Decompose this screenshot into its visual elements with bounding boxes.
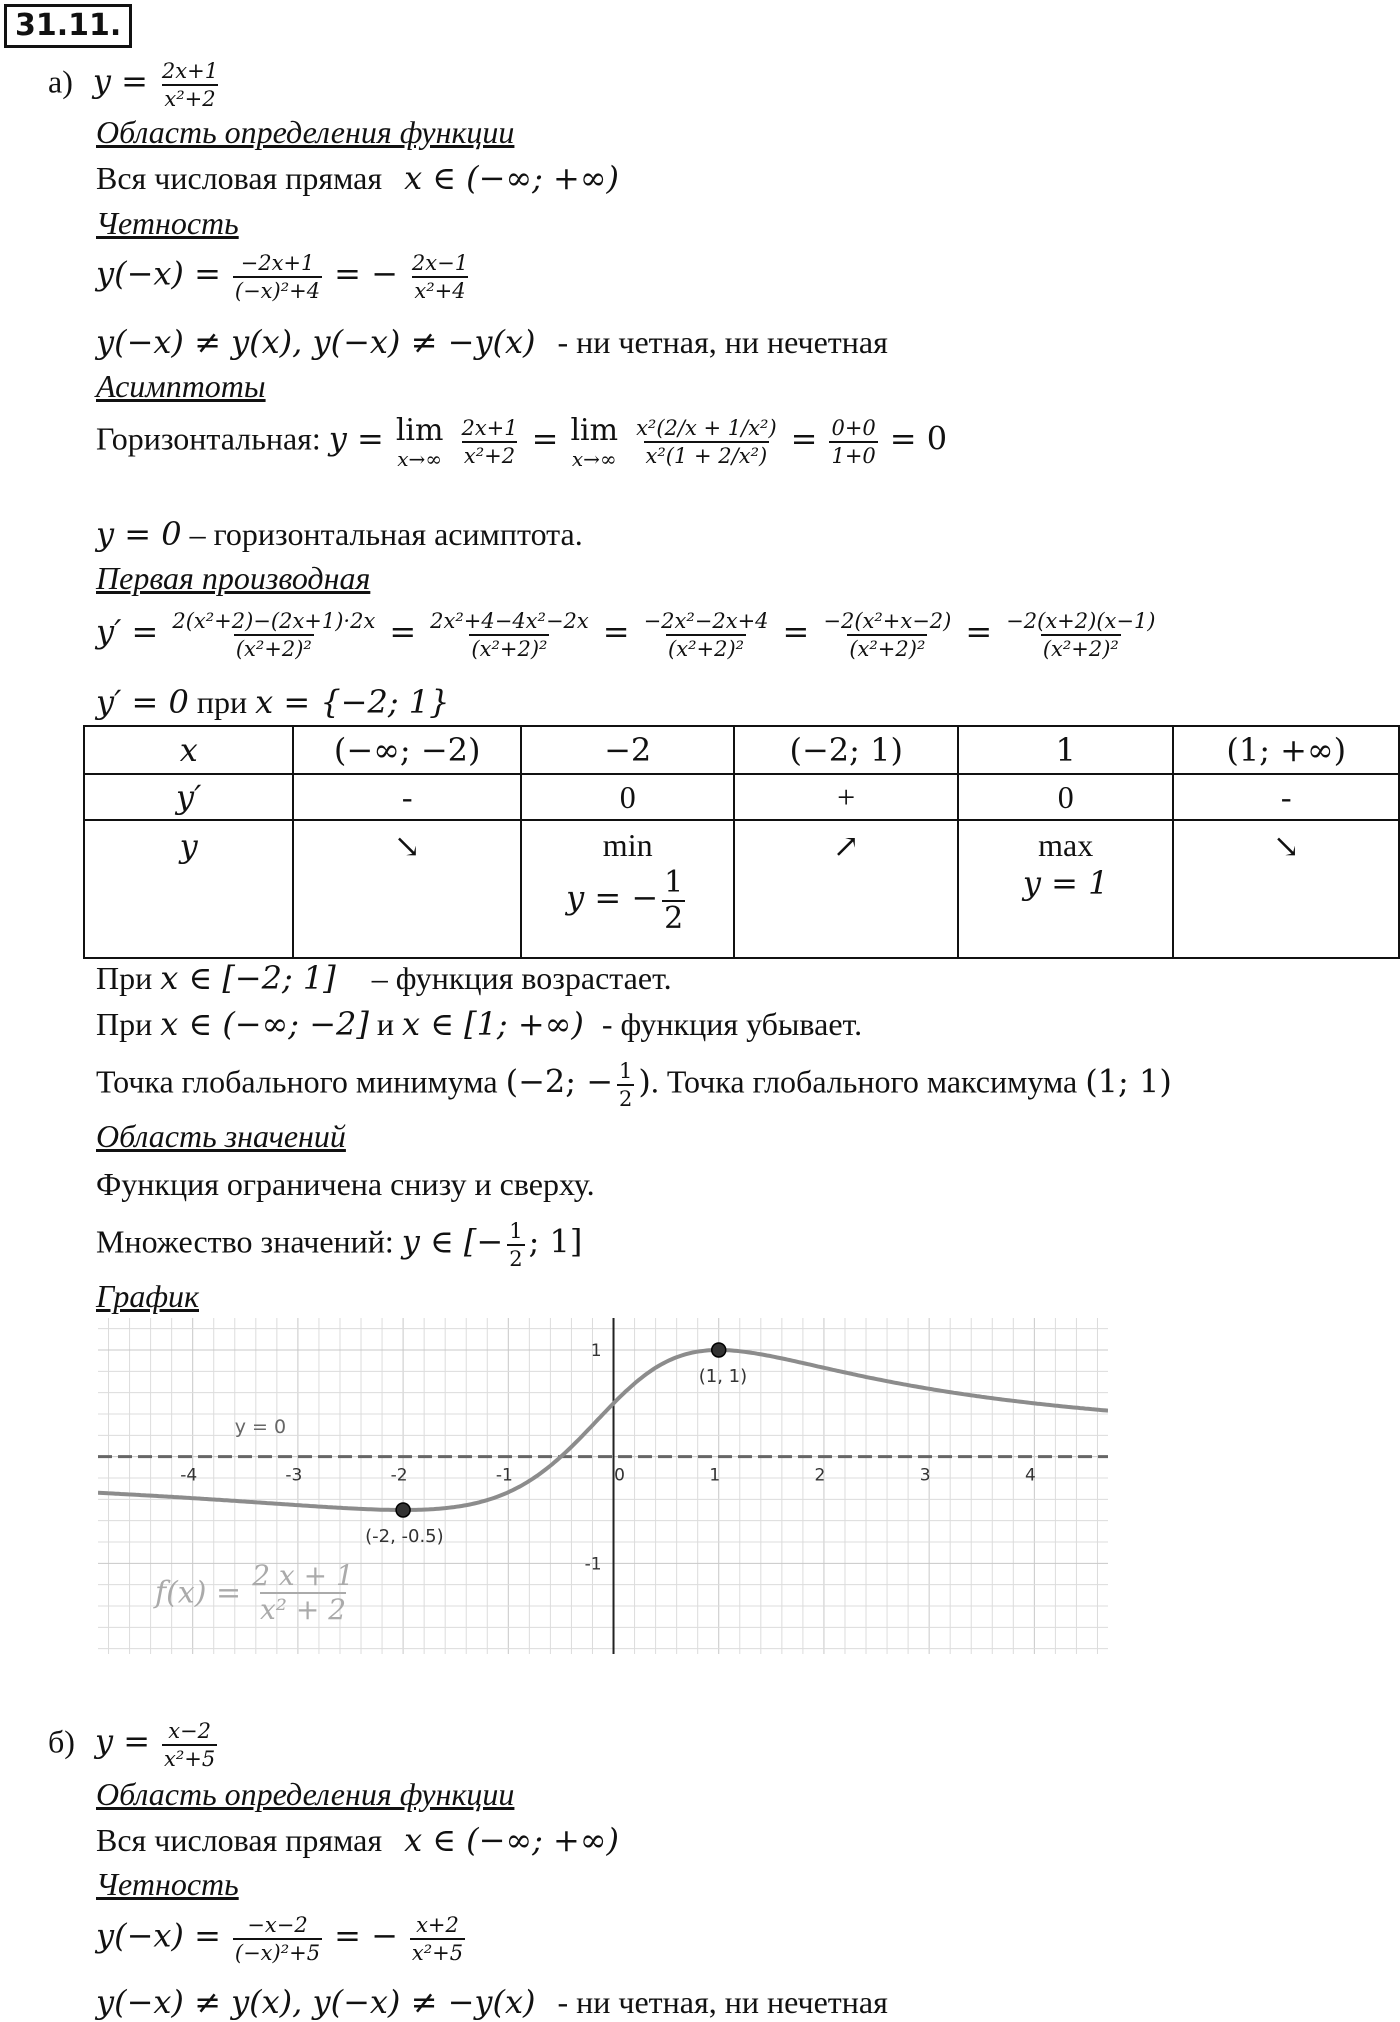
parity-lhs-b: y(−x) =	[96, 1916, 221, 1955]
derivative-zero-text: при	[196, 684, 248, 720]
parity-mid-b: = −	[334, 1916, 398, 1955]
range-text-1: Функция ограничена снизу и сверху.	[96, 1166, 595, 1202]
decreasing-and: и	[376, 1006, 394, 1042]
derivative-fraction-2: $\frac{\text{2x²+4−4x²−2x}}{\text{(x²+2)²}}$	[430, 609, 589, 661]
asymptote-label: y = 0	[234, 1416, 287, 1439]
problem-number: 31.11.	[4, 4, 132, 48]
parity-mid: = −	[334, 254, 398, 293]
func-b-fraction: $\frac{x-2}{\text{x²+5}}$	[164, 1719, 216, 1771]
graph-formula-fraction	[252, 1560, 354, 1626]
derivative-fraction-5: $\frac{-2(x+2)(x-1)}{\text{(x²+2)²}}$	[1006, 609, 1156, 661]
x-tick-label: -1	[495, 1465, 513, 1486]
table-cell: 1	[958, 726, 1174, 774]
domain-math: x ∈ (−∞; +∞)	[404, 159, 619, 197]
heading-asymptotes: Асимптоты	[96, 368, 266, 404]
range-fraction: $\frac{1}{2}$	[509, 1219, 523, 1271]
asymptote-result: = 0	[889, 419, 948, 458]
point-label: (-2, -0.5)	[365, 1526, 444, 1547]
func-lhs: y =	[92, 62, 148, 101]
domain-line	[96, 158, 619, 198]
derivative-zero-math: y′ = 0	[96, 683, 189, 721]
derivative-fraction-1: $\frac{\text{2(x²+2)−(2x+1)·2x}}{\text{(x²+2)²}}$	[172, 609, 376, 661]
table-cell: 0	[958, 774, 1174, 820]
heading-domain-b: Область определения функции	[96, 1776, 515, 1812]
x-tick-label: 4	[1024, 1465, 1036, 1486]
table-row-function	[84, 820, 1399, 958]
extremum-min-fraction: $\frac{1}{2}$	[619, 1059, 633, 1111]
table-row-x	[84, 726, 1399, 774]
table-cell: −2	[521, 726, 734, 774]
parity-inequality-b: y(−x) ≠ y(x), y(−x) ≠ −y(x)	[96, 1983, 536, 2021]
min-value-lhs: y = −	[566, 878, 659, 917]
extremum-min-text: Точка глобального минимума	[96, 1063, 498, 1100]
derivative-fraction-3: $\frac{\text{−2x²−2x+4}}{\text{(x²+2)²}}$	[643, 609, 769, 661]
derivative-equation: y′ = $\frac{\text{2(x²+2)−(2x+1)·2x}}{\text{(x²+2)²}}$ = $\frac{\text{2x²+4−4x²−2x}}{\text{(x²+2)²}}$ = $\frac{\text{−2x²−2x+4}}{\text{(x²+2)²}}$ = $\frac{\text{−2(x²+x−2)}}{\text{(x²+2)²}}$ = $\frac{-2(x+2)(x-1)}{\text{(x²+2)²}}$	[96, 609, 1156, 661]
domain-text: Вся числовая прямая	[96, 160, 383, 196]
func-fraction: $\frac{2x+1}{\text{x²+2}}$	[161, 59, 219, 111]
asymptote-fraction-3: $\frac{0+0}{1+0}$	[831, 416, 876, 468]
graph-formula-num: 2 x + 1	[252, 1559, 354, 1592]
x-tick-label: 3	[919, 1465, 931, 1486]
max-label: max	[1038, 827, 1094, 863]
parity-inequality: y(−x) ≠ y(x), y(−x) ≠ −y(x)	[96, 323, 536, 361]
y-tick-label: 1	[590, 1341, 602, 1361]
decreasing-pre: При	[96, 1006, 153, 1042]
asymptote-conclusion	[96, 514, 583, 554]
graph-formula-lhs: f(x) =	[155, 1575, 242, 1611]
heading-parity-b: Четность	[96, 1866, 239, 1902]
derivative-fraction-4: $\frac{\text{−2(x²+x−2)}}{\text{(x²+2)²}}$	[823, 609, 952, 661]
parity-equation-b	[96, 1912, 469, 1966]
table-row-derivative	[84, 774, 1399, 820]
extremum-min-a: (−2; −	[505, 1062, 614, 1101]
max-point	[712, 1343, 726, 1357]
parity-b-fraction-1: $\frac{-x-2}{\text{(−x)²+5}}$	[234, 1913, 321, 1965]
heading-parity: Четность	[96, 205, 239, 241]
decrease-arrow-icon: ↘	[1173, 820, 1399, 958]
heading-derivative: Первая производная	[96, 560, 371, 596]
graph-formula	[155, 1560, 354, 1626]
parity-equation	[96, 250, 474, 304]
part-b-function	[48, 1718, 221, 1772]
extremum-max-point: (1; 1)	[1085, 1062, 1172, 1101]
part-a-function	[48, 58, 224, 112]
asymptote-line-math: y = 0	[96, 515, 182, 553]
derivative-lhs: y′ =	[96, 612, 159, 651]
x-tick-label: 2	[814, 1465, 826, 1486]
range-math-a: y ∈ [−	[401, 1222, 504, 1261]
table-cell: -	[293, 774, 521, 820]
table-cell: (1; +∞)	[1173, 726, 1399, 774]
min-value-fraction: $\frac{1}{2}$	[664, 865, 684, 936]
decrease-arrow-icon: ↘	[293, 820, 521, 958]
sign-table	[83, 725, 1400, 959]
derivative-zero-set: x = {−2; 1}	[255, 683, 450, 721]
table-cell: (−∞; −2)	[293, 726, 521, 774]
min-label: min	[602, 827, 653, 863]
table-cell: -	[1173, 774, 1399, 820]
decreasing-text: - функция убывает.	[601, 1006, 863, 1042]
extremum-max-text: . Точка глобального максимума	[650, 1063, 1078, 1100]
limit-1: lim x→∞	[395, 413, 444, 471]
table-cell: x	[84, 726, 293, 774]
limit-2: lim x→∞	[570, 413, 619, 471]
increase-arrow-icon: ↗	[734, 820, 958, 958]
graph-formula-den: x² + 2	[259, 1593, 347, 1626]
x-tick-label: -4	[180, 1465, 198, 1486]
parity-text: - ни четная, ни нечетная	[557, 324, 888, 360]
range-text-2: Множество значений:	[96, 1223, 394, 1260]
asymptote-equation: Горизонтальная: y = lim x→∞ $\frac{2x+1}{\text{x²+2}}$ = lim x→∞ $\frac{\text{x²(2/x + 1/x²)}}{\text{x²(1 + 2/x²)}}$ = $\frac{0+0}{1+0}$ = 0	[96, 413, 948, 471]
extremum-min-b: )	[638, 1062, 651, 1101]
increasing-text: – функция возрастает.	[371, 960, 672, 996]
parity-fraction-1: $\frac{-2x+1}{\text{(−x)²+4}}$	[234, 251, 321, 303]
point-label: (1, 1)	[698, 1366, 748, 1387]
heading-range: Область значений	[96, 1118, 346, 1154]
table-cell: y′	[84, 774, 293, 820]
domain-line-b	[96, 1820, 619, 1860]
x-tick-label: -3	[285, 1465, 303, 1486]
increasing-line	[96, 958, 672, 998]
func-b-lhs: y =	[94, 1722, 150, 1761]
x-tick-label: 0	[614, 1465, 625, 1486]
x-tick-label: -2	[390, 1465, 408, 1486]
increasing-math: x ∈ [−2; 1]	[160, 959, 336, 997]
decreasing-math-1: x ∈ (−∞; −2]	[160, 1005, 369, 1043]
heading-domain: Область определения функции	[96, 114, 515, 150]
parity-conclusion-b	[96, 1982, 888, 2022]
parity-fraction-2: $\frac{2x-1}{\text{x²+4}}$	[411, 251, 469, 303]
asymptote-fraction-1: $\frac{2x+1}{\text{x²+2}}$	[461, 416, 518, 468]
decreasing-line	[96, 1004, 862, 1044]
max-value: y = 1	[1022, 864, 1109, 902]
table-cell: (−2; 1)	[734, 726, 958, 774]
domain-math-b: x ∈ (−∞; +∞)	[404, 1821, 619, 1859]
parity-conclusion	[96, 322, 888, 362]
domain-text-b: Вся числовая прямая	[96, 1822, 383, 1858]
range-line	[96, 1218, 582, 1272]
min-point	[396, 1503, 410, 1517]
extremum-line	[96, 1058, 1172, 1112]
decreasing-math-2: x ∈ [1; +∞)	[402, 1005, 584, 1043]
parity-lhs: y(−x) =	[96, 254, 221, 293]
part-b-label: б)	[48, 1723, 75, 1760]
table-cell-max	[958, 820, 1174, 958]
asymptote-y: y =	[328, 419, 384, 458]
parity-text-b: - ни четная, ни нечетная	[557, 1984, 888, 2020]
parity-b-fraction-2: $\frac{x+2}{\text{x²+5}}$	[411, 1913, 464, 1965]
asymptote-line-text: – горизонтальная асимптота.	[189, 516, 583, 552]
asymptote-label: Горизонтальная:	[96, 420, 321, 457]
part-a-label: а)	[48, 63, 73, 100]
table-cell-min	[521, 820, 734, 958]
derivative-zero-line	[96, 682, 450, 722]
range-math-b: ; 1]	[528, 1222, 583, 1261]
heading-graph: График	[96, 1278, 199, 1314]
increasing-pre: При	[96, 960, 153, 996]
min-value	[522, 866, 733, 936]
table-cell: +	[734, 774, 958, 820]
y-tick-label: -1	[584, 1554, 602, 1575]
x-tick-label: 1	[709, 1465, 721, 1486]
asymptote-fraction-2: $\frac{\text{x²(2/x + 1/x²)}}{\text{x²(1 + 2/x²)}}$	[636, 416, 777, 468]
table-cell: y	[84, 820, 293, 958]
table-cell: 0	[521, 774, 734, 820]
